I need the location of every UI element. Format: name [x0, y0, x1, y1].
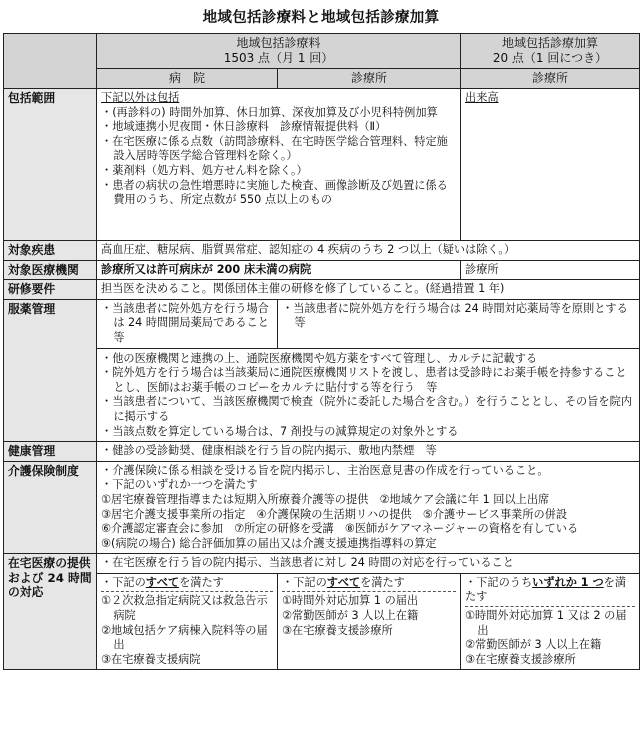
row-label-institution: 対象医療機関	[4, 260, 97, 280]
care-item: ③居宅介護支援事業所の指定 ④介護保険の生活期リハの提供 ⑤介護サービス事業所の併設	[101, 507, 568, 521]
inclusive-item: ・患者の病状の急性増悪時に実施した検査、画像診断及び処置に係る費用のうち、所定点数が 550 点以上のもの	[101, 178, 448, 207]
home-clinic-head: ・下記のすべてを満たす	[282, 576, 456, 593]
medication-item: ・院外処方を行う場合は当該薬局に通院医療機関リストを渡し、患者は受診時にお薬手帳を持参することとし、医師はお薬手帳のコピーをカルテに貼付する等を行う 等	[101, 366, 627, 394]
inclusive-list	[101, 106, 456, 208]
care-item: ・下記のいずれか一つを満たす	[101, 478, 258, 492]
row-label-inclusive: 包括範囲	[4, 89, 97, 241]
inclusive-item: ・在宅医療に係る点数（訪問診療料、在宅時医学総合管理料、特定施設入居時等医学総合管理料を除く。）	[101, 134, 448, 163]
care-item: ⑥介護認定審査会に参加 ⑦所定の研修を受講 ⑧医師がケアマネージャーの資格を有している	[101, 522, 579, 536]
header-hospital: 病 院	[97, 69, 278, 89]
medication-item: ・他の医療機関と連携の上、通院医療機関や処方薬をすべて管理し、カルテに記載する	[101, 351, 538, 365]
inclusive-content	[97, 89, 461, 241]
home-top: ・在宅医療を行う旨の院内掲示、当該患者に対し 24 時間の対応を行っていること	[97, 554, 640, 574]
home-clinic-item: ①時間外対応加算 1 の届出	[282, 594, 419, 608]
care-item: ①居宅療養管理指導または短期入所療養介護等の提供 ②地域ケア会議に年 1 回以上出席	[101, 492, 550, 506]
medication-list	[101, 352, 635, 440]
medication-content	[97, 299, 640, 441]
medication-hospital: ・当該患者に院外処方を行う場合は 24 時間開局薬局であること等	[101, 301, 269, 344]
inclusive-item: ・薬剤料（処方料、処方せん料を除く。）	[101, 163, 308, 177]
institution-fee: 診療所又は許可病床が 200 床未満の病院	[97, 260, 461, 280]
header-addon-clinic: 診療所	[461, 69, 640, 89]
document-title: 地域包括診療料と地域包括診療加算	[202, 10, 440, 26]
care-item: ⑨(病院の場合) 総合評価加算の届出又は介護支援連携指導料の算定	[101, 536, 437, 550]
care-item: ・介護保険に係る相談を受ける旨を院内掲示し、主治医意見書の作成を行っていること。	[101, 463, 549, 477]
institution-addon: 診療所	[461, 260, 640, 280]
inclusive-addon-text: 出来高	[465, 91, 499, 104]
disease-text: 高血圧症、糖尿病、脂質異常症、認知症の 4 疾病のうち 2 つ以上（疑いは除く。）	[97, 241, 640, 261]
row-label-health: 健康管理	[4, 442, 97, 462]
inclusive-item: ・地域連携小児夜間・休日診療料 診療情報提供料（Ⅱ）	[101, 120, 387, 134]
header-corner-lower	[4, 69, 97, 89]
row-label-training: 研修要件	[4, 280, 97, 300]
health-text: ・健診の受診勧奨、健康相談を行う旨の院内掲示、敷地内禁煙 等	[97, 442, 640, 462]
header-fee-title: 地域包括診療料	[236, 36, 321, 50]
inclusive-main: 下記以外は包括	[101, 91, 180, 104]
header-clinic: 診療所	[278, 69, 461, 89]
training-text: 担当医を決めること。関係団体主催の研修を修了していること。(経過措置 1 年)	[97, 280, 640, 300]
home-addon-item: ③在宅療養支援診療所	[465, 652, 576, 666]
row-label-home: 在宅医療の提供および 24 時間の対応	[4, 554, 97, 670]
home-hospital	[97, 573, 278, 670]
home-addon	[461, 573, 640, 670]
inclusive-item: ・(再診料の) 時間外加算、休日加算、深夜加算及び小児科特例加算	[101, 105, 438, 119]
inclusive-addon	[461, 89, 640, 241]
header-fee-points: 1503 点（月 1 回）	[223, 51, 334, 65]
home-addon-item: ②常勤医師が 3 人以上在籍	[465, 638, 602, 652]
medication-item: ・当該点数を算定している場合は、7 剤投与の減算規定の対象外とする	[101, 424, 459, 438]
home-addon-head: ・下記のうちいずれか 1 つを満たす	[465, 576, 635, 607]
home-clinic-item: ②常勤医師が 3 人以上在籍	[282, 609, 419, 623]
home-hospital-item: ③在宅療養支援病院	[101, 652, 201, 666]
header-addon-points: 20 点（1 回につき）	[492, 51, 608, 65]
header-addon-title: 地域包括診療加算	[501, 36, 598, 50]
home-clinic-item: ③在宅療養支援診療所	[282, 623, 393, 637]
row-label-disease: 対象疾患	[4, 241, 97, 261]
row-label-care: 介護保険制度	[4, 461, 97, 554]
header-addon	[461, 34, 640, 69]
comparison-table	[3, 33, 640, 670]
row-label-medication: 服薬管理	[4, 299, 97, 441]
home-hospital-item: ②地域包括ケア病棟入院料等の届出	[101, 623, 268, 652]
care-content	[97, 461, 640, 554]
medication-item: ・当該患者について、当該医療機関で検査（院外に委託した場合を含む。）を行うこととし、その旨を院内に掲示する	[101, 395, 632, 423]
home-clinic	[278, 573, 461, 670]
home-addon-item: ①時間外対応加算 1 又は 2 の届出	[465, 609, 627, 637]
header-corner	[4, 34, 97, 69]
home-hospital-item: ①２次救急指定病院又は救急告示病院	[101, 594, 268, 623]
home-hospital-head: ・下記のすべてを満たす	[101, 576, 273, 593]
header-fee	[97, 34, 461, 69]
medication-clinic: ・当該患者に院外処方を行う場合は 24 時間対応薬局等を原則とする 等	[282, 301, 639, 330]
